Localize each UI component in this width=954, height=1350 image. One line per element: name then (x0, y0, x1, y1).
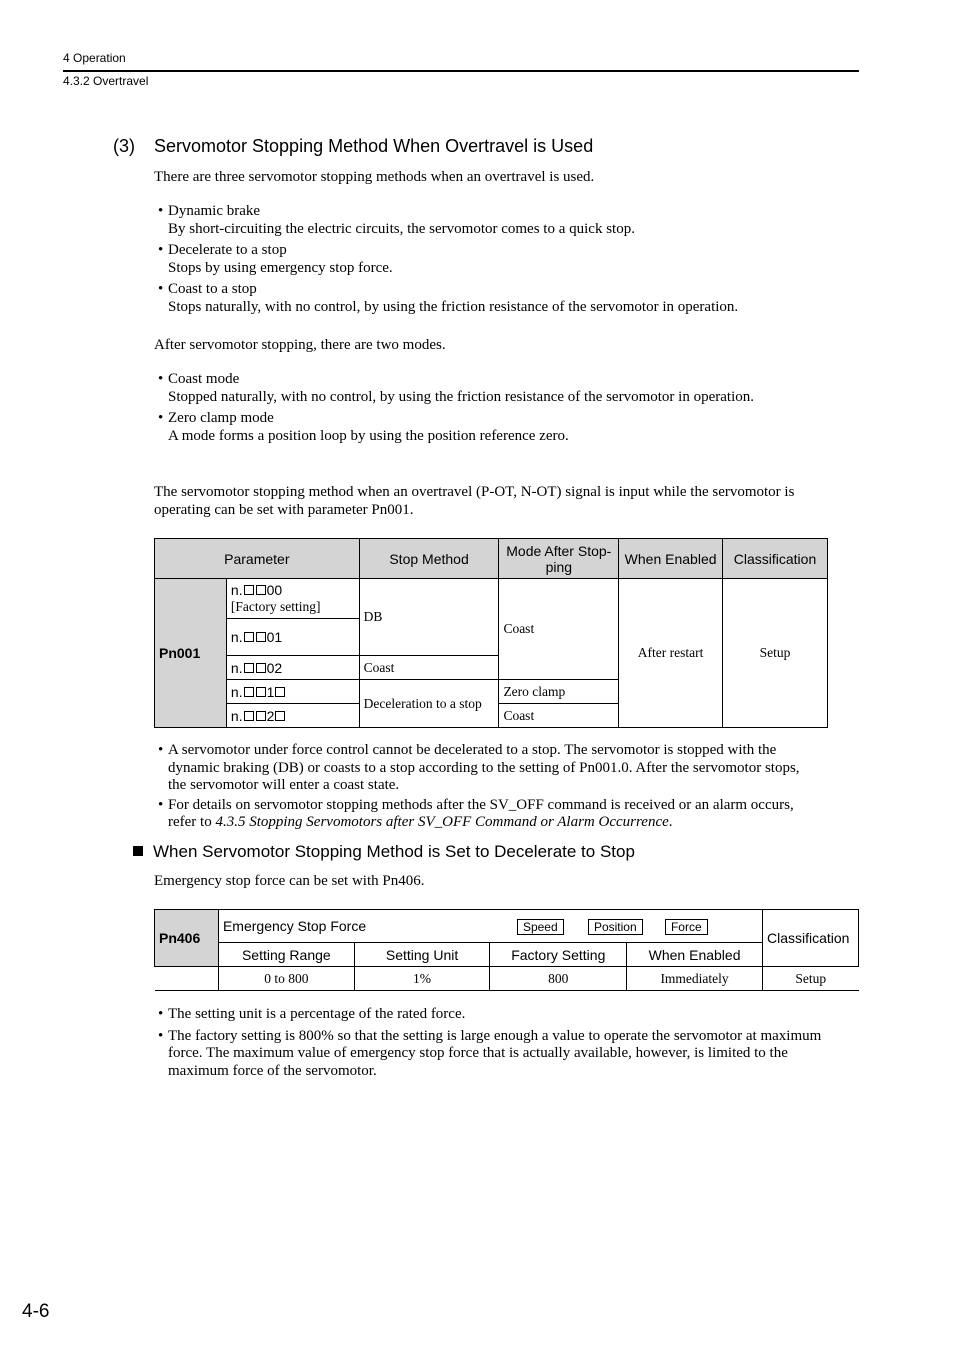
table-row: n. 01 (226, 619, 359, 656)
position-tag: Position (588, 919, 643, 935)
section-intro: Emergency stop force can be set with Pn406. (154, 873, 425, 889)
value-classification: Setup (762, 967, 858, 991)
speed-tag: Speed (517, 919, 564, 935)
list-item: • A servomotor under force control cannot be decelerated to a stop. The servomotor is stopped with the dynamic braking (DB) or coasts to a stop according to the setting of Pn001.0. After the servomotor stops, the servomotor will enter a coast state. (158, 742, 800, 793)
header-when-enabled: When Enabled (627, 943, 763, 967)
modes-intro: After servomotor stopping, there are two modes. (154, 337, 446, 353)
pn001-table (154, 538, 828, 728)
heading-title: Servomotor Stopping Method When Overtravel is Used (154, 136, 594, 156)
header-rule (63, 70, 859, 72)
parameter-intro: The servomotor stopping method when an overtravel (P-OT, N-OT) signal is input while the servomotor is operating can be set with parameter Pn001. (154, 484, 795, 518)
list-item: • The factory setting is 800% so that the setting is large enough a value to operate the servomotor at maximum force. The maximum value of emergency stop force that is actually available, however, is limited to the maximum force of the servomotor. (158, 1027, 822, 1079)
table-row: n. 2 (226, 704, 359, 728)
value-setting-unit: 1% (354, 967, 490, 991)
header-mode-after: Mode After Stop- ping (499, 539, 619, 579)
header-classification: Classification (723, 539, 828, 579)
page-number: 4-6 (22, 1301, 50, 1322)
intro-paragraph: There are three servomotor stopping methods when an overtravel is used. (154, 169, 595, 185)
table-row: n. 1 (226, 680, 359, 704)
heading-number: (3) (113, 136, 135, 156)
value-setting-range: 0 to 800 (218, 967, 354, 991)
table-row: n. 00 [Factory setting] (226, 579, 359, 619)
value-factory-setting: 800 (490, 967, 627, 991)
header-setting-range: Setting Range (218, 943, 354, 967)
list-item: • Dynamic brake By short-circuiting the electric circuits, the servomotor comes to a quick stop. (158, 203, 635, 237)
header-stop-method: Stop Method (359, 539, 499, 579)
running-header-section: 4.3.2 Overtravel (63, 74, 149, 88)
classification-header: Classification (762, 910, 858, 967)
pn406-table (154, 909, 859, 991)
list-item: • For details on servomotor stopping methods after the SV_OFF command is received or an alarm occurs, refer to 4.3.5 Stopping Servomotors after SV_OFF Command or Alarm Occurrence. (158, 796, 794, 830)
stop-coast-cell: Coast (359, 656, 499, 680)
header-when-enabled: When Enabled (619, 539, 723, 579)
param-name-cell: Pn406 (155, 910, 219, 967)
list-item: • Coast mode Stopped naturally, with no control, by using the friction resistance of the servomotor in operation. (158, 371, 754, 405)
mode-zero-cell: Zero clamp (499, 680, 619, 704)
mode-coast2-cell: Coast (499, 704, 619, 728)
subsection-heading: When Servomotor Stopping Method is Set to Decelerate to Stop (133, 842, 635, 862)
list-item: • Decelerate to a stop Stops by using emergency stop force. (158, 242, 393, 276)
notes-list-2 (158, 1006, 858, 1080)
method-list (158, 203, 858, 316)
value-when-enabled: Immediately (627, 967, 763, 991)
cross-reference-link[interactable]: 4.3.5 Stopping Servomotors after SV_OFF Command or Alarm Occurrence (215, 814, 669, 830)
blank-cell (155, 967, 219, 991)
section-heading (113, 136, 593, 157)
header-parameter: Parameter (155, 539, 360, 579)
mode-list (158, 371, 858, 445)
stop-decel-cell: Deceleration to a stop (359, 680, 499, 728)
list-item: • Zero clamp mode A mode forms a position loop by using the position reference zero. (158, 410, 569, 444)
param-name-cell: Pn001 (155, 579, 227, 728)
list-item: • Coast to a stop Stops naturally, with no control, by using the friction resistance of the servomotor in operation. (158, 281, 739, 315)
running-header-chapter: 4 Operation (63, 51, 126, 65)
when-enabled-cell: After restart (619, 579, 723, 728)
stop-db-cell: DB (359, 579, 499, 656)
force-tag: Force (665, 919, 708, 935)
table-row: n. 02 (226, 656, 359, 680)
title-cell: Emergency Stop Force Speed Position Force (218, 910, 762, 943)
mode-coast-cell: Coast (499, 579, 619, 680)
header-setting-unit: Setting Unit (354, 943, 490, 967)
classification-cell: Setup (723, 579, 828, 728)
square-bullet-icon (133, 846, 143, 856)
notes-list-1 (158, 742, 848, 832)
list-item: • The setting unit is a percentage of the rated force. (158, 1006, 466, 1022)
header-factory-setting: Factory Setting (490, 943, 627, 967)
